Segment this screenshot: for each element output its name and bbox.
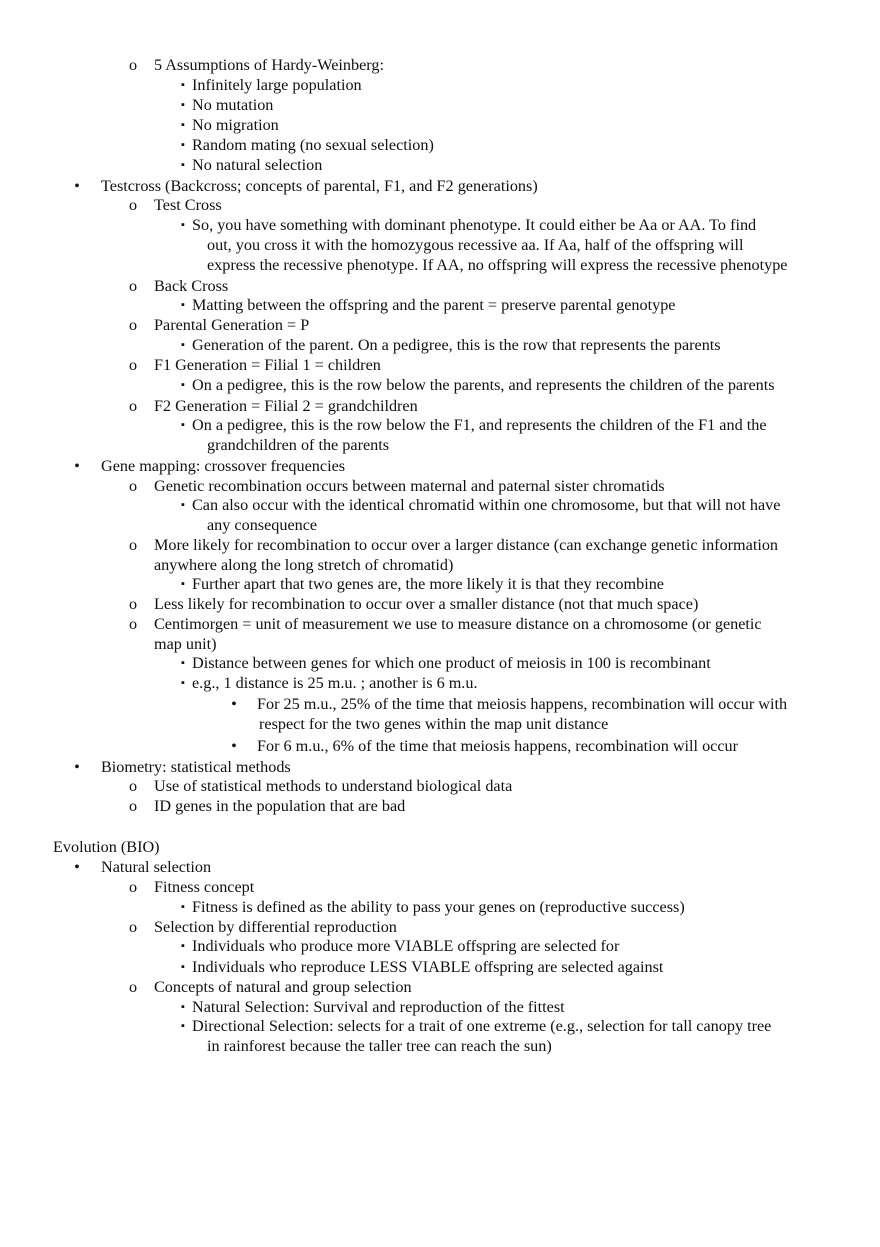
line-text: Fitness concept bbox=[154, 878, 255, 896]
line-text: For 25 m.u., 25% of the time that meiosis happens, recombination will occur with bbox=[257, 695, 788, 713]
line-text: Biometry: statistical methods bbox=[101, 758, 291, 776]
square-bullet-marker: ▪ bbox=[181, 219, 185, 231]
square-bullet-marker: ▪ bbox=[181, 119, 185, 131]
sub-bullet-marker: o bbox=[128, 615, 138, 633]
sub-bullet-marker: o bbox=[128, 536, 138, 554]
square-bullet-marker: ▪ bbox=[181, 79, 185, 91]
line-text: Centimorgen = unit of measurement we use to measure distance on a chromosome (or genetic bbox=[154, 615, 762, 633]
line-text: anywhere along the long stretch of chromatid) bbox=[154, 556, 454, 574]
square-bullet-marker: ▪ bbox=[181, 499, 185, 511]
sub-bullet-marker: o bbox=[128, 56, 138, 74]
line-text: No mutation bbox=[192, 96, 274, 114]
sub-bullet-marker: o bbox=[128, 477, 138, 495]
line-text: Distance between genes for which one product of meiosis in 100 is recombinant bbox=[192, 654, 711, 672]
line-text: ID genes in the population that are bad bbox=[154, 797, 406, 815]
line-text: For 6 m.u., 6% of the time that meiosis happens, recombination will occur bbox=[257, 737, 739, 755]
dot-bullet-marker: • bbox=[231, 695, 237, 713]
bullet-marker: • bbox=[74, 457, 80, 475]
line-text: 5 Assumptions of Hardy-Weinberg: bbox=[154, 56, 384, 74]
line-text: Parental Generation = P bbox=[154, 316, 310, 334]
line-text: On a pedigree, this is the row below the F1, and represents the children of the F1 and the bbox=[192, 416, 767, 434]
square-bullet-marker: ▪ bbox=[181, 99, 185, 111]
sub-bullet-marker: o bbox=[128, 978, 138, 996]
line-text: No migration bbox=[192, 116, 279, 134]
square-bullet-marker: ▪ bbox=[181, 419, 185, 431]
line-text: map unit) bbox=[154, 635, 217, 653]
sub-bullet-marker: o bbox=[128, 397, 138, 415]
sub-bullet-marker: o bbox=[128, 356, 138, 374]
sub-bullet-marker: o bbox=[128, 316, 138, 334]
line-text: Can also occur with the identical chromatid within one chromosome, but that will not have bbox=[192, 496, 781, 514]
line-text: Genetic recombination occurs between maternal and paternal sister chromatids bbox=[154, 477, 665, 495]
line-text: Generation of the parent. On a pedigree, this is the row that represents the parents bbox=[192, 336, 721, 354]
line-text: Further apart that two genes are, the more likely it is that they recombine bbox=[192, 575, 664, 593]
line-text: any consequence bbox=[207, 516, 318, 534]
line-text: On a pedigree, this is the row below the parents, and represents the children of the parents bbox=[192, 376, 775, 394]
line-text: in rainforest because the taller tree can reach the sun) bbox=[207, 1037, 552, 1055]
line-text: Directional Selection: selects for a trait of one extreme (e.g., selection for tall canopy tree bbox=[192, 1017, 772, 1035]
square-bullet-marker: ▪ bbox=[181, 901, 185, 913]
sub-bullet-marker: o bbox=[128, 797, 138, 815]
section-heading: Evolution (BIO) bbox=[53, 838, 160, 856]
line-text: More likely for recombination to occur over a larger distance (can exchange genetic information bbox=[154, 536, 779, 554]
square-bullet-marker: ▪ bbox=[181, 940, 185, 952]
line-text: out, you cross it with the homozygous recessive aa. If Aa, half of the offspring will bbox=[207, 236, 744, 254]
square-bullet-marker: ▪ bbox=[181, 1001, 185, 1013]
line-text: e.g., 1 distance is 25 m.u. ; another is 6 m.u. bbox=[192, 674, 478, 692]
square-bullet-marker: ▪ bbox=[181, 657, 185, 669]
line-text: Gene mapping: crossover frequencies bbox=[101, 457, 346, 475]
square-bullet-marker: ▪ bbox=[181, 578, 185, 590]
dot-bullet-marker: • bbox=[231, 737, 237, 755]
sub-bullet-marker: o bbox=[128, 277, 138, 295]
line-text: No natural selection bbox=[192, 156, 323, 174]
square-bullet-marker: ▪ bbox=[181, 961, 185, 973]
line-text: Back Cross bbox=[154, 277, 229, 295]
line-text: respect for the two genes within the map unit distance bbox=[259, 715, 609, 733]
line-text: F1 Generation = Filial 1 = children bbox=[154, 356, 381, 374]
square-bullet-marker: ▪ bbox=[181, 1020, 185, 1032]
line-text: Selection by differential reproduction bbox=[154, 918, 397, 936]
square-bullet-marker: ▪ bbox=[181, 299, 185, 311]
line-text: Random mating (no sexual selection) bbox=[192, 136, 434, 154]
sub-bullet-marker: o bbox=[128, 878, 138, 896]
bullet-marker: • bbox=[74, 858, 80, 876]
line-text: So, you have something with dominant phenotype. It could either be Aa or AA. To find bbox=[192, 216, 757, 234]
line-text: Natural selection bbox=[101, 858, 212, 876]
square-bullet-marker: ▪ bbox=[181, 339, 185, 351]
sub-bullet-marker: o bbox=[128, 918, 138, 936]
line-text: Less likely for recombination to occur over a smaller distance (not that much space) bbox=[154, 595, 699, 613]
line-text: Infinitely large population bbox=[192, 76, 362, 94]
line-text: Fitness is defined as the ability to pass your genes on (reproductive success) bbox=[192, 898, 685, 916]
line-text: Concepts of natural and group selection bbox=[154, 978, 412, 996]
line-text: Use of statistical methods to understand biological data bbox=[154, 777, 513, 795]
bullet-marker: • bbox=[74, 177, 80, 195]
square-bullet-marker: ▪ bbox=[181, 159, 185, 171]
line-text: Testcross (Backcross; concepts of parental, F1, and F2 generations) bbox=[101, 177, 538, 195]
sub-bullet-marker: o bbox=[128, 777, 138, 795]
line-text: Individuals who produce more VIABLE offspring are selected for bbox=[192, 937, 620, 955]
line-text: grandchildren of the parents bbox=[207, 436, 390, 454]
line-text: Test Cross bbox=[154, 196, 222, 214]
line-text: Individuals who reproduce LESS VIABLE offspring are selected against bbox=[192, 958, 664, 976]
square-bullet-marker: ▪ bbox=[181, 139, 185, 151]
sub-bullet-marker: o bbox=[128, 595, 138, 613]
line-text: express the recessive phenotype. If AA, no offspring will express the recessive phenotype bbox=[207, 256, 788, 274]
square-bullet-marker: ▪ bbox=[181, 379, 185, 391]
line-text: Natural Selection: Survival and reproduction of the fittest bbox=[192, 998, 565, 1016]
line-text: F2 Generation = Filial 2 = grandchildren bbox=[154, 397, 418, 415]
sub-bullet-marker: o bbox=[128, 196, 138, 214]
square-bullet-marker: ▪ bbox=[181, 677, 185, 689]
line-text: Matting between the offspring and the parent = preserve parental genotype bbox=[192, 296, 676, 314]
bullet-marker: • bbox=[74, 758, 80, 776]
